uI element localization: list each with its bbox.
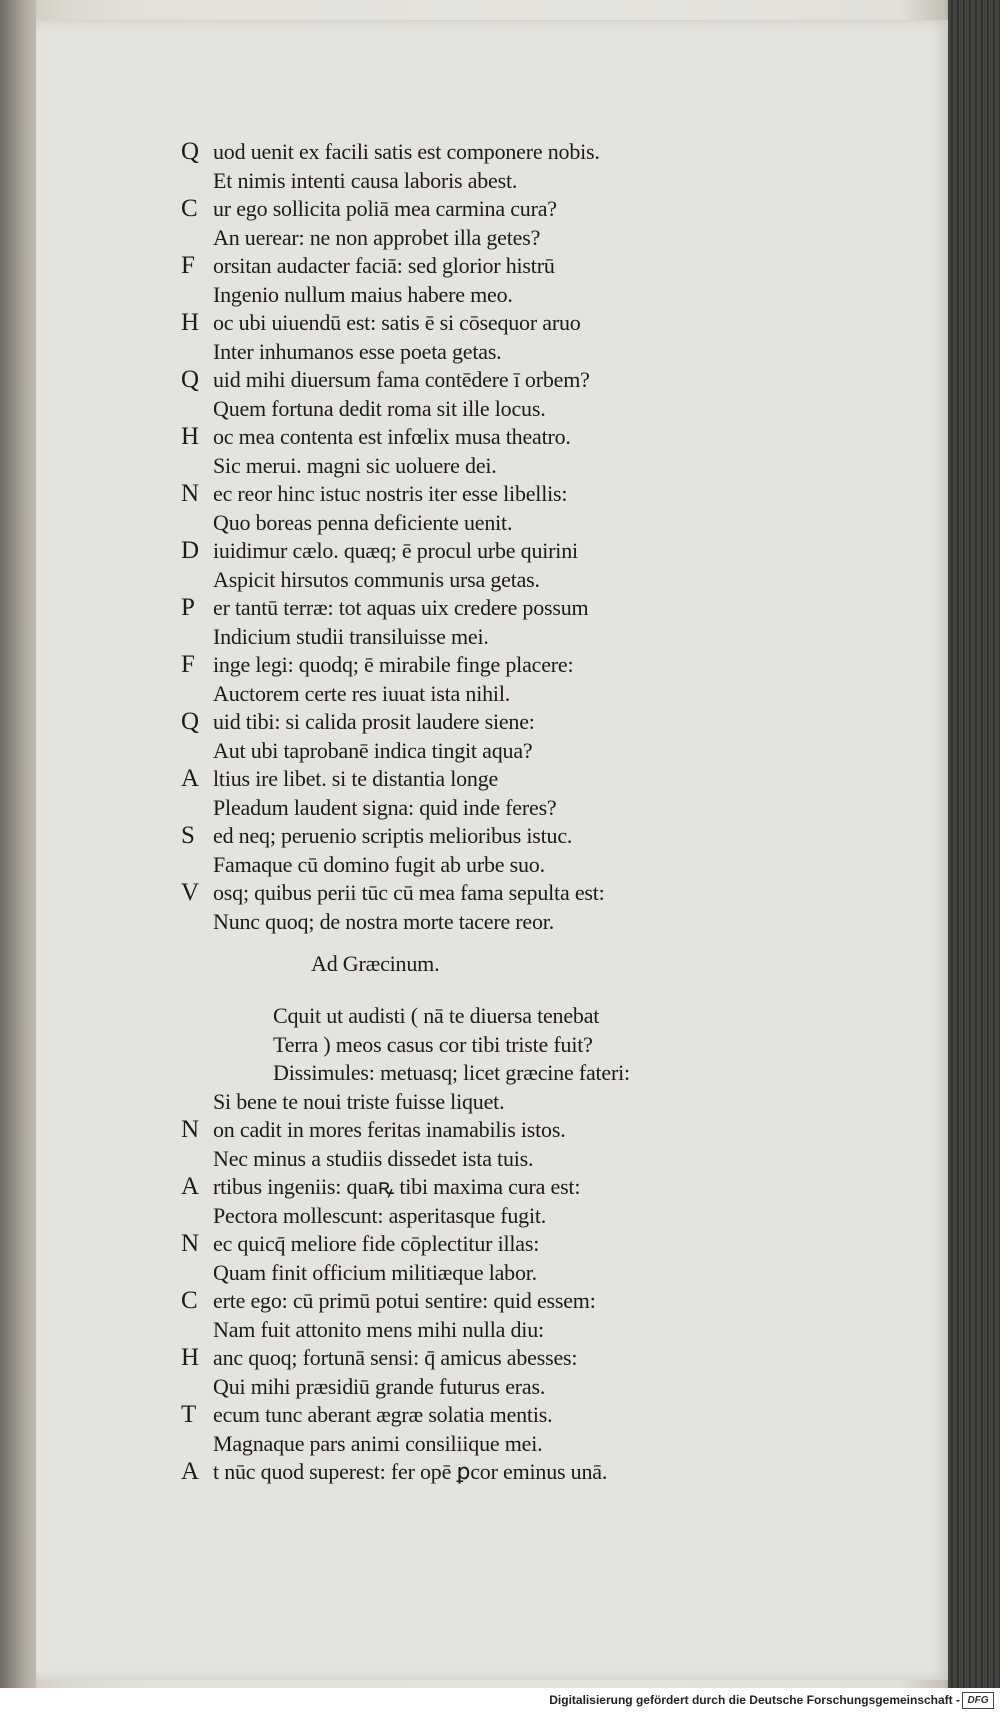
verse-text: orsitan audacter faciā: sed glorior histrū [213,253,555,278]
verse-line [181,1458,681,1487]
verse-text: Aspicit hirsutos communis ursa getas. [213,566,540,592]
verse-line [181,1287,681,1316]
verse-text: anc quoq; fortunā sensi: q̄ amicus abesses: [213,1345,578,1370]
footer-bar [0,1688,1000,1715]
verse-line [181,309,681,338]
verse-text: Auctorem certe res iuuat ista nihil. [213,680,511,706]
verse-text: Et nimis intenti causa laboris abest. [213,167,518,193]
verse-line [181,1373,681,1402]
verse-initial: V [181,879,199,906]
book-fore-edge [948,0,1000,1688]
verse-text: uod uenit ex facili satis est componere nobis. [213,139,600,164]
poem-heading [181,936,681,992]
verse-initial: Q [181,708,199,735]
verse-text: Quo boreas penna deficiente uenit. [213,509,513,535]
verse-initial: H [181,1344,199,1371]
verse-text: Sic merui. magni sic uoluere dei. [213,452,497,478]
verse-initial: Q [181,366,199,393]
verse-initial: F [181,252,195,279]
verse-text: er tantū terræ: tot aquas uix credere possum [213,595,589,620]
verse-text: t nūc quod superest: fer opē ꝑcor eminus unā. [213,1459,608,1484]
previous-page-edge [0,0,36,1688]
verse-text: Magnaque pars animi consiliique mei. [213,1430,543,1456]
verse-line [181,765,681,794]
verse-line [181,338,681,367]
verse-text: Nunc quoq; de nostra morte tacere reor. [213,908,555,934]
verse-text: Terra ) meos casus cor tibi triste fuit? [273,1031,593,1057]
verse-text: uid tibi: si calida prosit laudere siene: [213,709,535,734]
verse-text: Indicium studii transiluisse mei. [213,623,489,649]
verse-initial: S [181,822,195,849]
verse-line [181,195,681,224]
verse-line [181,452,681,481]
verse-line [181,395,681,424]
verse-line [181,851,681,880]
verse-text: Pleadum laudent signa: quid inde feres? [213,794,557,820]
verse-text: oc ubi uiuendū est: satis ē si cōsequor aruo [213,310,581,335]
verse-text: ltius ire libet. si te distantia longe [213,766,499,791]
verse-text: on cadit in mores feritas inamabilis istos. [213,1117,566,1142]
verse-line [181,480,681,509]
verse-text: Quem fortuna dedit roma sit ille locus. [213,395,546,421]
verse-text: Quam finit officium militiæque labor. [213,1259,537,1285]
verse-text: rtibus ingeniis: quaꝶ tibi maxima cura est: [213,1174,581,1199]
verse-line [181,366,681,395]
verse-line [181,594,681,623]
verse-line [181,1430,681,1459]
verse-line [181,252,681,281]
verse-text: Famaque cū domino fugit ab urbe suo. [213,851,545,877]
verse-text: Nam fuit attonito mens mihi nulla diu: [213,1316,544,1342]
verse-line [181,423,681,452]
verse-line [181,651,681,680]
verse-line [181,509,681,538]
verse-initial: H [181,309,199,336]
verse-text: iuidimur cælo. quæq; ē procul urbe quirini [213,538,578,563]
verse-text: Pectora mollescunt: asperitasque fugit. [213,1202,547,1228]
verse-initial: D [181,537,199,564]
verse-text: Ingenio nullum maius habere meo. [213,281,513,307]
verse-text: osq; quibus perii tūc cū mea fama sepulta est: [213,880,605,905]
verse-gap [181,992,681,1002]
verse-text: uid mihi diuersum fama contēdere ī orbem? [213,367,590,392]
verse-line [181,224,681,253]
verse-initial: A [181,765,199,792]
verse-initial: N [181,1230,199,1257]
verse-line [181,1059,681,1088]
verse-initial: N [181,1116,199,1143]
verse-text: ecum tunc aberant ægræ solatia mentis. [213,1402,553,1427]
verse-line [181,537,681,566]
verse-line [181,281,681,310]
verse-line [181,1088,681,1117]
verse-line [181,1230,681,1259]
poem-heading-text: Ad Græcinum. [311,951,440,976]
dfg-logo: DFG [962,1692,994,1709]
verse-text: ur ego sollicita poliā mea carmina cura? [213,196,557,221]
verse-text: ec reor hinc istuc nostris iter esse libellis: [213,481,568,506]
verse-initial: F [181,651,195,678]
verse-initial: T [181,1401,197,1428]
verse-text: Cquit ut audisti ( nā te diuersa tenebat [273,1003,600,1028]
verse-line [181,1259,681,1288]
verse-initial: Q [181,138,199,165]
verse-line [181,822,681,851]
verse-line [181,737,681,766]
verse-line [181,1116,681,1145]
verse-line [181,1344,681,1373]
verse-text: Inter inhumanos esse poeta getas. [213,338,502,364]
verse-line [181,708,681,737]
verse-line [181,1002,681,1031]
verse-text: Nec minus a studiis dissedet ista tuis. [213,1145,534,1171]
verse-line [181,1173,681,1202]
verse-line [181,879,681,908]
verse-line [181,1202,681,1231]
verse-line [181,1031,681,1060]
verse-text: Dissimules: metuasq; licet græcine fateri: [273,1060,630,1085]
verse-text: Si bene te noui triste fuisse liquet. [213,1088,505,1114]
verse-block [181,138,681,1487]
verse-text: inge legi: quodq; ē mirabile finge placere: [213,652,574,677]
verse-line [181,623,681,652]
book-leaf [36,20,948,1680]
footer-credit: Digitalisierung gefördert durch die Deutsche Forschungsgemeinschaft - [549,1693,960,1707]
verse-initial: A [181,1173,199,1200]
verse-text: ed neq; peruenio scriptis melioribus istuc. [213,823,573,848]
verse-text: Qui mihi præsidiū grande futurus eras. [213,1373,546,1399]
verse-text: erte ego: cū primū potui sentire: quid essem: [213,1288,596,1313]
verse-text: oc mea contenta est infœlix musa theatro. [213,424,571,449]
verse-line [181,167,681,196]
verse-line [181,566,681,595]
verse-line [181,908,681,937]
verse-text: ec quicq̄ meliore fide cōplectitur illas: [213,1231,540,1256]
verse-line [181,1401,681,1430]
verse-line [181,1316,681,1345]
verse-initial: N [181,480,199,507]
verse-initial: A [181,1458,199,1485]
verse-initial: P [181,594,195,621]
verse-line [181,680,681,709]
verse-line [181,138,681,167]
verse-initial: H [181,423,199,450]
verse-text: An uerear: ne non approbet illa getes? [213,224,541,250]
verse-initial: C [181,195,198,222]
verse-line [181,794,681,823]
verse-line [181,1145,681,1174]
verse-text: Aut ubi taprobanē indica tingit aqua? [213,737,533,763]
verse-initial: C [181,1287,198,1314]
